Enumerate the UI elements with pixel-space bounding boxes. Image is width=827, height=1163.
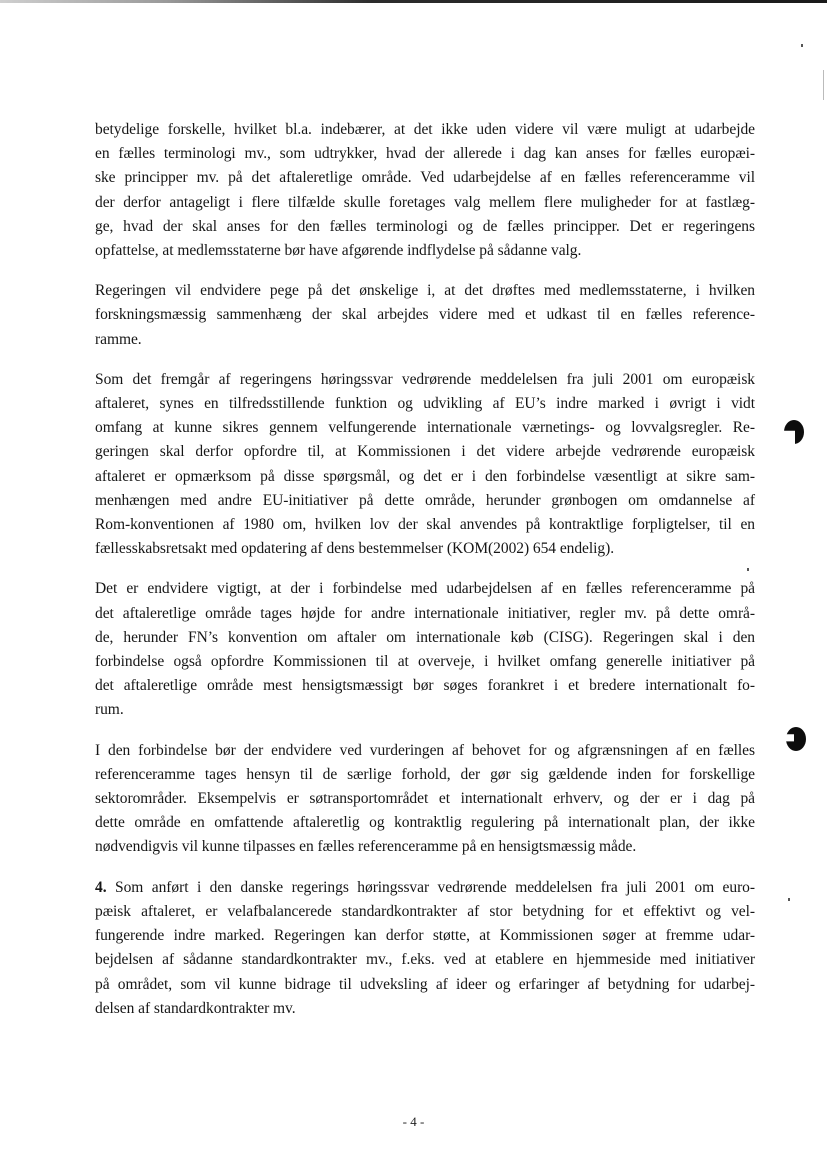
document-body — [95, 118, 755, 1037]
paragraph-6 — [95, 876, 755, 1021]
text-line: Det er endvidere vigtigt, at der i forbindelse med udarbejdelsen af en fælles referenceramme på — [95, 580, 755, 598]
text-line: omfang at kunne sikres gennem velfungerende internationale værnetings- og lovvalgsregler. Re- — [95, 419, 755, 437]
punch-hole-mark — [784, 420, 804, 444]
text-line: referenceramme tages hensyn til de særlige forhold, der gør sig gældende inden for forskellige — [95, 765, 755, 783]
text-line: ge, hvad der skal anses for den fælles terminologi og de fælles principper. Det er regeringens — [95, 217, 755, 235]
paragraph-3 — [95, 368, 755, 562]
paragraph-4 — [95, 577, 755, 722]
text-line: aftaleret, synes en tilfredsstillende funktion og udvikling af EU’s indre marked i øvrigt i vidt — [95, 395, 755, 413]
text-line: det aftaleretlige område tages højde for andre internationale initiativer, regler mv. på dette områ- — [95, 604, 755, 622]
text-line: Regeringen vil endvidere pege på det ønskelige i, at det drøftes med medlemsstaterne, i hvilken — [95, 282, 755, 300]
text-line: bejdelsen af sådanne standardkontrakter mv., f.eks. ved at etablere en hjemmeside med initiativer — [95, 951, 755, 969]
text-line: opfattelse, at medlemsstaterne bør have afgørende indflydelse på sådanne valg. — [95, 242, 582, 260]
scan-edge-mark — [823, 70, 824, 100]
text-line: de, herunder FN’s konvention om aftaler om internationale køb (CISG). Regeringen skal i den — [95, 628, 755, 646]
text-line: Som det fremgår af regeringens høringssvar vedrørende meddelelsen fra juli 2001 om europæisk — [95, 370, 755, 388]
scan-speck — [801, 44, 803, 47]
scan-top-edge — [0, 0, 827, 3]
scan-speck — [788, 898, 790, 901]
text-line: aftaleret er opmærksom på disse spørgsmål, og det er i den forbindelse væsentligt at sikre sam- — [95, 467, 755, 485]
text-line: på området, som vil kunne bidrage til udveksling af ideer og erfaringer af betydning for udarbej- — [95, 975, 755, 993]
section-number: 4. — [95, 878, 107, 896]
text-line: det aftaleretlige område mest hensigtsmæssigt bør søges forankret i et bredere internationalt fo- — [95, 677, 755, 695]
text-line — [95, 876, 755, 900]
text-line-content: Som anført i den danske regerings høringssvar vedrørende meddelelsen fra juli 2001 om euro- — [106, 878, 755, 896]
paragraph-5 — [95, 739, 755, 860]
text-line: sektorområder. Eksempelvis er søtransportområdet et internationalt erhverv, og der er i dag på — [95, 790, 755, 808]
scan-speck — [747, 568, 749, 571]
text-line: betydelige forskelle, hvilket bl.a. indebærer, at det ikke uden videre vil være muligt at udarbejde — [95, 121, 755, 138]
text-line: pæisk aftaleret, er velafbalancerede standardkontrakter af stor betydning for et effektivt og vel- — [95, 902, 755, 920]
text-line: forbindelse også opfordre Kommissionen til at overveje, i hvilket omfang generelle initiativer på — [95, 653, 755, 671]
text-line: delsen af standardkontrakter mv. — [95, 999, 296, 1017]
text-line: fungerende indre marked. Regeringen kan derfor støtte, at Kommissionen søger at fremme udar- — [95, 927, 755, 945]
text-line: der derfor antageligt i flere tilfælde skulle foretages valg mellem flere muligheder for at fastlæg- — [95, 193, 755, 211]
text-line: ramme. — [95, 330, 142, 348]
text-line: menhængen med andre EU-initiativer på dette område, herunder grønbogen om omdannelse af — [95, 491, 755, 509]
text-line: dette område en omfattende aftaleretlig og kontraktlig regulering på internationalt plan, der ikke — [95, 814, 755, 832]
text-line: forskningsmæssig sammenhæng der skal arbejdes videre med et udkast til en fælles reference- — [95, 306, 755, 324]
page-number: - 4 - — [402, 1114, 425, 1129]
paragraph-1 — [95, 118, 755, 263]
text-line: fællesskabsretsakt med opdatering af dens bestemmelser (KOM(2002) 654 endelig). — [95, 540, 615, 558]
paragraph-2 — [95, 279, 755, 352]
text-line: Rom-konventionen af 1980 om, hvilken lov der skal anvendes på kontraktlige forpligtelser, til en — [95, 516, 755, 534]
punch-hole-mark — [786, 727, 806, 751]
text-line: en fælles terminologi mv., som udtrykker, hvad der allerede i dag kan anses for fælles europæi- — [95, 145, 755, 163]
text-line: nødvendigvis vil kunne tilpasses en fælles referenceramme på en hensigtsmæssig måde. — [95, 838, 637, 856]
text-line: geringen skal derfor opfordre til, at Kommissionen i det videre arbejde vedrørende europæisk — [95, 443, 755, 461]
text-line: I den forbindelse bør der endvidere ved vurderingen af behovet for og afgrænsningen af en fælles — [95, 741, 755, 759]
text-line: ske principper mv. på det aftaleretlige område. Ved udarbejdelse af en fælles referenceramme vil — [95, 169, 755, 187]
text-line: rum. — [95, 701, 124, 719]
